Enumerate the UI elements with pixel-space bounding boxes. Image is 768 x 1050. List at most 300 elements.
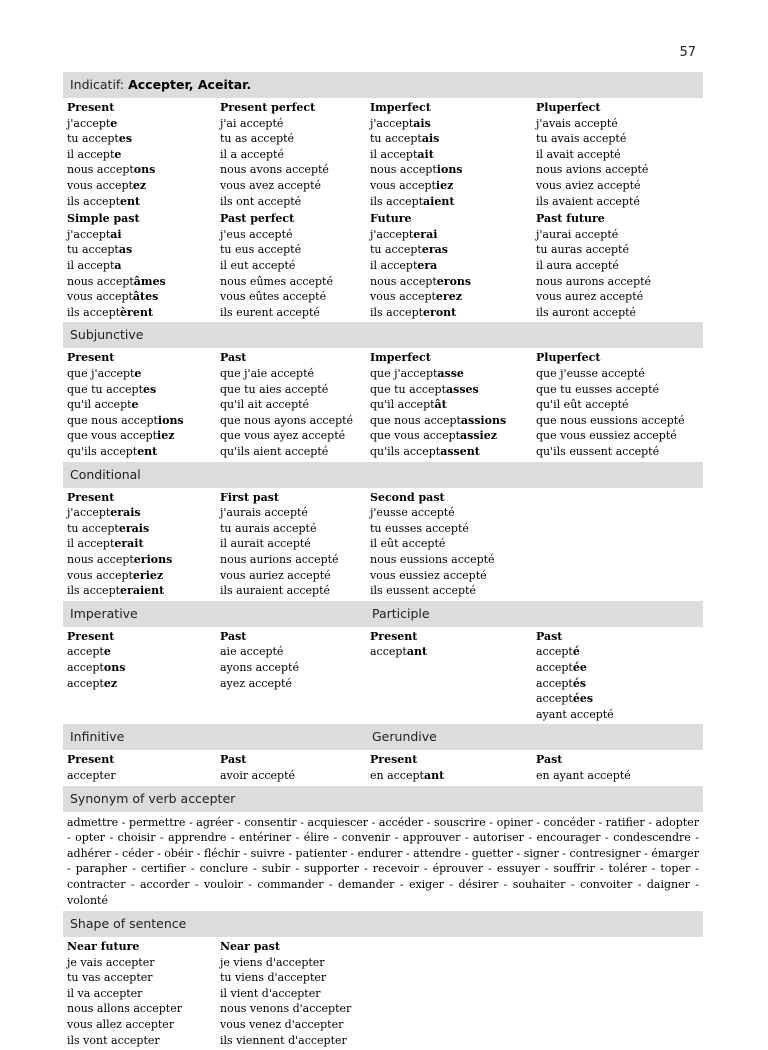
tense-column: [220, 752, 295, 783]
tense-title: Present perfect: [220, 101, 316, 114]
tense-column: [67, 752, 116, 783]
verb-ending: ant: [423, 768, 445, 782]
section-title-text: Subjunctive: [70, 327, 144, 343]
conjugation-line: [370, 227, 471, 243]
tense-title: Present: [370, 753, 418, 767]
verb-ending: ions: [157, 413, 184, 427]
verb-stem: vous accept: [67, 290, 133, 304]
conjugation-line: [370, 366, 506, 382]
tense-block: [63, 629, 703, 725]
verb-stem: j'aurai accepté: [536, 227, 619, 241]
verb-stem: ils avaient accepté: [536, 194, 640, 208]
conjugation-line: [220, 536, 339, 552]
tense-title: Past: [220, 351, 247, 365]
verb-stem: ils auront accepté: [536, 305, 637, 319]
conjugation-line: [67, 194, 155, 210]
conjugation-line: [67, 768, 116, 784]
verb-stem: avoir accepté: [220, 768, 296, 782]
conjugation-line: [220, 162, 329, 178]
tense-column: [220, 490, 339, 599]
verb-stem: nous aurons accepté: [536, 274, 652, 288]
verb-stem: ils accept: [370, 194, 424, 208]
conjugation-line: [220, 131, 329, 147]
verb-stem: qu'ils accept: [370, 444, 441, 458]
verb-ending: a: [114, 258, 122, 272]
verb-stem: vous allez accepter: [67, 1018, 175, 1032]
tense-title: Present: [67, 753, 115, 767]
conjugation-line: [220, 660, 299, 676]
conjugation-line: [220, 116, 329, 132]
verb-ending: âmes: [133, 274, 166, 288]
conjugation-line: [536, 162, 648, 178]
verb-stem: nous accept: [67, 274, 134, 288]
verb-stem: il va accepter: [67, 986, 143, 1000]
section-title: [70, 327, 143, 342]
verb-stem: j'accept: [370, 227, 414, 241]
tense-title: Present: [67, 101, 115, 114]
conjugation-line: [67, 428, 184, 444]
conjugation-line: [370, 521, 495, 537]
verb-stem: ils ont accepté: [220, 194, 302, 208]
verb-stem: j'accept: [67, 227, 111, 241]
verb-stem: vous aviez accepté: [536, 178, 641, 192]
conjugation-line: [536, 178, 648, 194]
conjugation-line: [220, 583, 339, 599]
conjugation-line: [220, 970, 351, 986]
conjugation-line: [536, 305, 651, 321]
tense-column: [67, 629, 125, 691]
verb-ending: ées: [572, 692, 594, 706]
verb-stem: il eût accepté: [370, 537, 446, 551]
conjugation-line: [220, 986, 351, 1002]
verb-stem: ils accept: [67, 584, 121, 598]
conjugation-line: [67, 444, 184, 460]
verb-ending: erons: [436, 274, 472, 288]
verb-stem: ayez accepté: [220, 676, 292, 690]
verb-ending: âtes: [132, 290, 159, 304]
section-title-text: Indicatif:: [70, 77, 129, 92]
verb-ending: erais: [110, 506, 141, 520]
tense-column: [67, 490, 172, 599]
conjugation-line: [67, 536, 172, 552]
verb-stem: tu as accepté: [220, 132, 295, 146]
conjugation-line: [536, 397, 685, 413]
verb-stem: ils accept: [67, 305, 121, 319]
verb-ending: asse: [437, 366, 464, 380]
tense-title: Second past: [370, 490, 445, 504]
tense-column: [536, 350, 685, 459]
section-title-verb: Accepter, Aceitar.: [128, 77, 252, 92]
conjugation-line: [220, 305, 333, 321]
verb-ending: ait: [417, 147, 434, 161]
verb-ending: e: [110, 116, 118, 130]
verb-stem: qu'il accept: [67, 398, 132, 412]
verb-ending: eraient: [120, 584, 165, 598]
verb-ending: ons: [133, 163, 156, 177]
verb-stem: en ayant accepté: [536, 768, 631, 782]
verb-stem: que j'eusse accepté: [536, 366, 645, 380]
verb-stem: nous venons d'accepter: [220, 1002, 352, 1016]
verb-stem: vous auriez accepté: [220, 568, 331, 582]
tense-block: [63, 100, 703, 211]
tense-column: [370, 629, 427, 660]
conjugation-line: [370, 147, 463, 163]
verb-ending: assent: [440, 444, 480, 458]
verb-ending: erez: [435, 290, 462, 304]
section-header-subjunctive: [63, 322, 703, 348]
tense-column: [370, 350, 506, 459]
tense-title: Past: [220, 629, 247, 643]
verb-stem: que tu eusses accepté: [536, 382, 660, 396]
verb-stem: ils eurent accepté: [220, 305, 320, 319]
conjugation-line: [370, 289, 471, 305]
verb-ending: ez: [132, 178, 147, 192]
verb-stem: que nous eussions accepté: [536, 413, 685, 427]
verb-stem: j'avais accepté: [536, 116, 618, 130]
verb-stem: accept: [67, 676, 104, 690]
conjugation-line: [67, 644, 125, 660]
tense-title: Present: [67, 351, 115, 365]
tense-title: Past: [220, 753, 247, 767]
conjugation-line: [536, 428, 685, 444]
verb-stem: accept: [536, 692, 573, 706]
conjugation-line: [220, 147, 329, 163]
verb-stem: vous accept: [67, 178, 133, 192]
verb-stem: tu aurais accepté: [220, 521, 317, 535]
conjugation-line: [220, 366, 353, 382]
conjugation-line: [220, 227, 333, 243]
verb-stem: il aurait accepté: [220, 537, 311, 551]
conjugation-line: [536, 691, 614, 707]
conjugation-line: [536, 413, 685, 429]
tense-column: [370, 490, 495, 599]
verb-stem: il avait accepté: [536, 147, 621, 161]
conjugation-line: [220, 258, 333, 274]
section-title: [372, 606, 430, 621]
tense-title: Future: [370, 212, 412, 226]
verb-stem: tu eus accepté: [220, 243, 302, 257]
verb-ending: e: [103, 645, 111, 659]
verb-ending: eras: [421, 243, 448, 257]
verb-stem: ils viennent d'accepter: [220, 1033, 347, 1047]
conjugation-line: [536, 258, 651, 274]
verb-stem: nous accept: [370, 163, 437, 177]
tense-title: Pluperfect: [536, 101, 601, 114]
verb-stem: nous avons accepté: [220, 163, 329, 177]
verb-stem: il accept: [67, 537, 115, 551]
conjugation-line: [67, 955, 182, 971]
verb-stem: ils accept: [67, 194, 121, 208]
verb-stem: que tu aies accepté: [220, 382, 329, 396]
conjugation-line: [220, 289, 333, 305]
verb-ending: erions: [133, 552, 173, 566]
conjugation-line: [370, 768, 444, 784]
verb-stem: vous accept: [370, 290, 436, 304]
tense-column: [67, 100, 155, 209]
verb-stem: vous accept: [370, 178, 436, 192]
conjugation-line: [67, 552, 172, 568]
verb-ending: asses: [446, 382, 479, 396]
verb-stem: je vais accepter: [67, 955, 155, 969]
conjugation-line: [536, 147, 648, 163]
section-title-text: Participle: [372, 605, 430, 621]
conjugation-line: [536, 644, 614, 660]
verb-ending: e: [114, 147, 122, 161]
verb-stem: vous avez accepté: [220, 178, 321, 192]
verb-ending: es: [118, 132, 133, 146]
conjugation-line: [536, 707, 614, 723]
conjugation-line: [220, 505, 339, 521]
verb-stem: que vous accept: [67, 429, 158, 443]
conjugation-line: [536, 382, 685, 398]
conjugation-line: [370, 258, 471, 274]
conjugation-line: [370, 305, 471, 321]
conjugation-line: [67, 583, 172, 599]
verb-stem: il accept: [370, 258, 418, 272]
verb-stem: que nous accept: [67, 413, 158, 427]
verb-stem: que vous eussiez accepté: [536, 429, 677, 443]
conjugation-line: [370, 413, 506, 429]
tense-block: [63, 350, 703, 461]
tense-column: [220, 939, 351, 1048]
verb-stem: qu'ils accept: [67, 444, 138, 458]
conjugation-line: [67, 382, 184, 398]
conjugation-line: [67, 178, 155, 194]
verb-stem: tu avais accepté: [536, 132, 627, 146]
conjugation-line: [536, 227, 651, 243]
verb-stem: que j'aie accepté: [220, 366, 315, 380]
tense-column: [536, 752, 631, 783]
conjugation-line: [220, 768, 295, 784]
verb-stem: accept: [536, 645, 573, 659]
section-title-text: Conditional: [70, 466, 141, 482]
verb-stem: j'accept: [370, 116, 414, 130]
verb-stem: que nous accept: [370, 413, 461, 427]
verb-ending: aient: [423, 194, 455, 208]
tense-column: [67, 939, 182, 1048]
verb-stem: nous aurions accepté: [220, 552, 339, 566]
verb-stem: tu eusses accepté: [370, 521, 469, 535]
conjugation-line: [220, 552, 339, 568]
verb-stem: accept: [536, 676, 573, 690]
verb-stem: j'accept: [67, 116, 111, 130]
verb-stem: j'accept: [67, 506, 111, 520]
tense-column: [536, 211, 651, 320]
conjugation-line: [370, 382, 506, 398]
conjugation-line: [370, 428, 506, 444]
verb-stem: il accept: [67, 258, 115, 272]
conjugation-line: [67, 162, 155, 178]
conjugation-line: [536, 366, 685, 382]
verb-stem: accept: [67, 660, 104, 674]
conjugation-line: [536, 289, 651, 305]
section-title-text: Imperative: [70, 605, 138, 621]
tense-column: [536, 100, 648, 209]
verb-ending: es: [143, 382, 157, 396]
verb-ending: assiez: [460, 429, 497, 443]
verb-ending: ais: [421, 132, 440, 146]
section-header-indicatif: [63, 72, 703, 98]
tense-column: [536, 629, 614, 723]
conjugation-line: [67, 676, 125, 692]
verb-ending: iez: [435, 178, 454, 192]
section-title: [372, 729, 437, 744]
verb-stem: tu accept: [370, 243, 422, 257]
verb-ending: ai: [110, 227, 122, 241]
verb-ending: ais: [413, 116, 431, 130]
tense-block: [63, 211, 703, 322]
verb-stem: que j'accept: [67, 366, 135, 380]
verb-stem: j'ai accepté: [220, 116, 284, 130]
section-title-text: Gerundive: [372, 729, 437, 745]
conjugation-line: [220, 413, 353, 429]
tense-block: [63, 490, 703, 601]
tense-column: [67, 211, 166, 320]
conjugation-line: [220, 382, 353, 398]
tense-title: Pluperfect: [536, 351, 601, 365]
verb-stem: nous accept: [67, 552, 134, 566]
conjugation-line: [220, 676, 299, 692]
verb-ending: erait: [114, 537, 144, 551]
verb-stem: il eut accepté: [220, 258, 296, 272]
conjugation-line: [220, 444, 353, 460]
conjugation-line: [220, 568, 339, 584]
tense-title: Past: [536, 753, 563, 767]
verb-ending: ant: [406, 645, 428, 659]
section-title: [70, 916, 186, 931]
verb-stem: tu viens d'accepter: [220, 971, 327, 985]
tense-column: [220, 629, 299, 691]
verb-ending: èrent: [120, 305, 153, 319]
verb-stem: j'eus accepté: [220, 227, 293, 241]
section-title: [70, 77, 251, 92]
verb-stem: que j'accept: [370, 366, 438, 380]
section-title: [70, 729, 124, 744]
synonym-list: admettre - permettre - agréer - consentir - acquiescer - accéder - souscrire - opiner - concéder - ratifier - adopter - opter - choisir - apprendre - entériner - élire - convenir - approuver - autoriser - encourager - condescendre - adhérer - céder - obéir - fléchir - suivre - patienter - endurer - attendre - guetter - signer - contresigner - émarger - parapher - certifier - conclure - subir - supporter - recevoir - éprouver - essuyer - souffrir - tolérer - toper - contracter - accorder - vouloir - commander - demander - exiger - désirer - souhaiter - convoiter - daigner - volonté: [67, 815, 699, 907]
tense-title: Imperfect: [370, 101, 431, 114]
conjugation-line: [220, 194, 329, 210]
conjugation-line: [370, 274, 471, 290]
tense-column: [67, 350, 184, 459]
section-header-infinitive: [63, 724, 703, 750]
verb-stem: il accept: [370, 147, 418, 161]
verb-ending: era: [417, 258, 438, 272]
verb-ending: ez: [103, 676, 118, 690]
conjugation-line: [67, 147, 155, 163]
verb-stem: accept: [536, 660, 573, 674]
verb-stem: ils auraient accepté: [220, 584, 331, 598]
verb-stem: vous venez d'accepter: [220, 1018, 344, 1032]
verb-ending: eriez: [132, 568, 164, 582]
verb-stem: nous allons accepter: [67, 1002, 182, 1016]
tense-title: Simple past: [67, 212, 140, 226]
conjugation-line: [220, 178, 329, 194]
verb-stem: qu'il eût accepté: [536, 398, 629, 412]
section-header-imperative: [63, 601, 703, 627]
verb-stem: ils vont accepter: [67, 1033, 160, 1047]
verb-stem: ils accept: [370, 305, 424, 319]
verb-ending: e: [131, 398, 139, 412]
verb-ending: e: [134, 366, 142, 380]
verb-stem: nous eûmes accepté: [220, 274, 333, 288]
tense-title: Near past: [220, 940, 280, 954]
conjugation-content: [63, 72, 703, 1050]
verb-stem: qu'ils eussent accepté: [536, 444, 660, 458]
verb-stem: je viens d'accepter: [220, 955, 325, 969]
conjugation-line: [67, 242, 166, 258]
section-title-text: Infinitive: [70, 729, 125, 745]
verb-ending: ent: [137, 444, 158, 458]
conjugation-line: [67, 227, 166, 243]
tense-block: [63, 939, 703, 1050]
verb-stem: vous accept: [67, 568, 133, 582]
conjugation-line: [370, 444, 506, 460]
verb-ending: ée: [572, 660, 587, 674]
conjugation-line: [67, 397, 184, 413]
verb-stem: tu accept: [67, 132, 119, 146]
conjugation-line: [536, 274, 651, 290]
section-title-text: Synonym of verb accepter: [70, 790, 236, 806]
section-header-shape: [63, 911, 703, 937]
conjugation-line: [370, 552, 495, 568]
verb-ending: erai: [413, 227, 438, 241]
conjugation-line: [536, 676, 614, 692]
conjugation-line: [67, 289, 166, 305]
tense-title: Past perfect: [220, 212, 295, 226]
conjugation-line: [370, 194, 463, 210]
verb-stem: tu vas accepter: [67, 971, 153, 985]
conjugation-line: [370, 644, 427, 660]
verb-stem: que vous ayez accepté: [220, 429, 346, 443]
verb-stem: ils eussent accepté: [370, 584, 476, 598]
verb-stem: tu accept: [67, 243, 119, 257]
verb-ending: ons: [103, 660, 126, 674]
conjugation-line: [536, 131, 648, 147]
conjugation-line: [67, 568, 172, 584]
conjugation-line: [536, 660, 614, 676]
conjugation-line: [67, 1033, 182, 1049]
section-title: [70, 606, 138, 621]
conjugation-line: [67, 116, 155, 132]
conjugation-line: [370, 583, 495, 599]
verb-stem: vous eussiez accepté: [370, 568, 487, 582]
conjugation-line: [67, 660, 125, 676]
verb-ending: és: [572, 676, 587, 690]
tense-title: Present: [370, 629, 418, 643]
verb-stem: accept: [67, 645, 104, 659]
conjugation-line: [220, 1001, 351, 1017]
conjugation-line: [220, 1017, 351, 1033]
conjugation-line: [67, 970, 182, 986]
section-header-synonyms: [63, 786, 703, 812]
conjugation-line: [370, 568, 495, 584]
conjugation-line: [67, 131, 155, 147]
tense-title: Imperfect: [370, 351, 431, 365]
conjugation-line: [536, 116, 648, 132]
tense-column: [370, 211, 471, 320]
verb-stem: accept: [370, 645, 407, 659]
section-title: [70, 467, 141, 482]
conjugation-line: [536, 768, 631, 784]
verb-stem: il a accepté: [220, 147, 284, 161]
conjugation-line: [67, 305, 166, 321]
verb-stem: que nous ayons accepté: [220, 413, 354, 427]
verb-stem: nous avions accepté: [536, 163, 649, 177]
conjugation-line: [220, 521, 339, 537]
verb-ending: assions: [460, 413, 507, 427]
verb-stem: nous eussions accepté: [370, 552, 495, 566]
tense-title: First past: [220, 490, 279, 504]
